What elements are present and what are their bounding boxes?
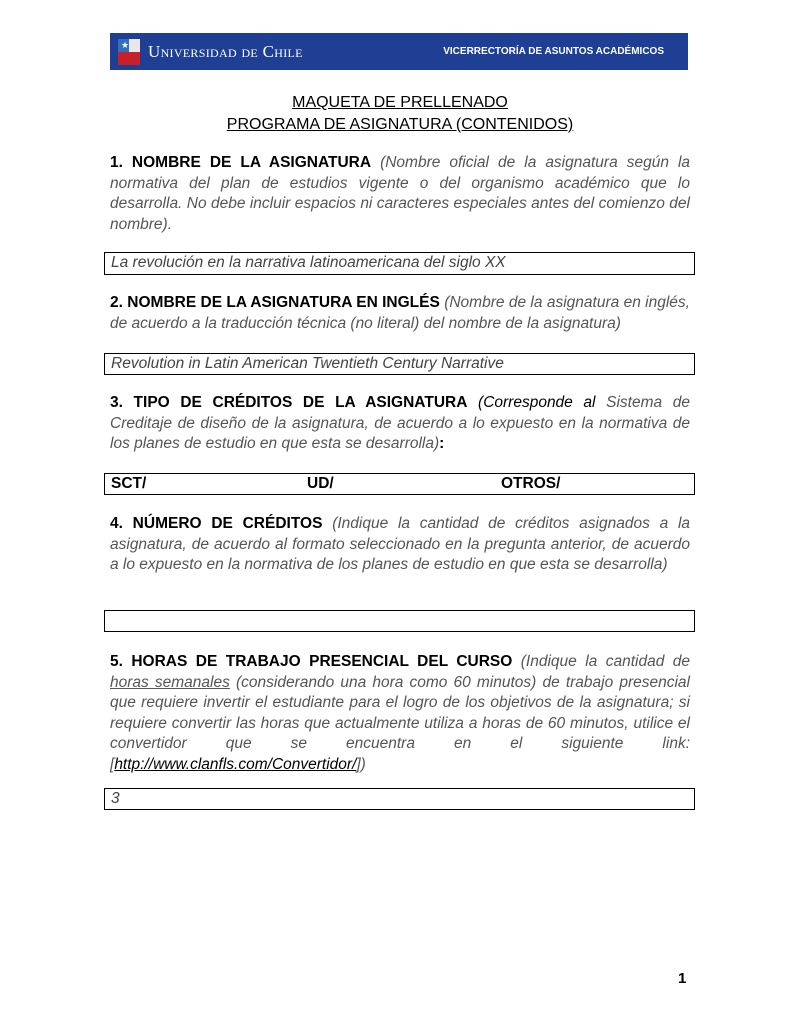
section-5-weekly-hours: horas semanales (110, 673, 230, 691)
section-5-instructions-c: ]) (356, 755, 366, 773)
section-2 (110, 293, 690, 334)
section-3-instructions-b: Sistema de Creditaje de diseño de la asignatura, de acuerdo a lo expuesto en la normativa de los planes de estudio en que esta se desarrolla) (110, 394, 690, 452)
section-2-instructions: (Nombre de la asignatura en inglés, de acuerdo a la traducción técnica (no literal) del nombre de la asignatura) (110, 294, 690, 332)
credit-count-field[interactable] (104, 610, 695, 632)
section-3 (110, 393, 690, 455)
section-5-heading: 5. HORAS DE TRABAJO PRESENCIAL DEL CURSO (110, 653, 513, 670)
vicerrectoria-label: VICERRECTORÍA DE ASUNTOS ACADÉMICOS (443, 46, 664, 57)
credit-type-field[interactable] (104, 473, 695, 495)
course-name-english-field[interactable]: Revolution in Latin American Twentieth Century Narrative (104, 353, 695, 375)
header-banner (110, 33, 688, 70)
section-1-heading: 1. NOMBRE DE LA ASIGNATURA (110, 154, 372, 171)
section-3-colon: : (439, 435, 445, 452)
credit-option-otros[interactable]: OTROS/ (501, 475, 561, 492)
page-number: 1 (678, 970, 687, 987)
credit-option-ud[interactable]: UD/ (307, 475, 334, 492)
document-title-line2: PROGRAMA DE ASIGNATURA (CONTENIDOS) (226, 116, 574, 133)
section-2-heading: 2. NOMBRE DE LA ASIGNATURA EN INGLÉS (110, 294, 440, 311)
section-5-instructions-b: (considerando una hora como 60 minutos) de trabajo presencial que requiere invertir el estudiante para el logro de los objetivos de la asignatura; si requiere convertir las horas que actualmente utiliza a horas de 60 minutos, utilice el convertidor que se encuentra en el siguiente link: [ (110, 673, 690, 773)
section-3-heading: 3. TIPO DE CRÉDITOS DE LA ASIGNATURA (110, 394, 468, 411)
section-1-instructions: (Nombre oficial de la asignatura según la normativa del plan de estudios vigente o del organismo académico que lo desarrolla. No debe incluir espacios ni caracteres especiales antes del comienzo del nombre). (110, 154, 691, 233)
university-logo-icon: ★ (118, 39, 140, 65)
course-name-field[interactable]: La revolución en la narrativa latinoamericana del siglo XX (104, 252, 695, 275)
university-name: Universidad de Chile (148, 41, 303, 61)
section-5 (110, 652, 690, 775)
converter-link[interactable]: http://www.clanfls.com/Convertidor/ (114, 755, 357, 773)
credit-option-sct[interactable]: SCT/ (111, 475, 147, 492)
section-3-instructions-a: (Corresponde al (478, 394, 596, 411)
section-4-heading: 4. NÚMERO DE CRÉDITOS (110, 515, 323, 532)
section-5-instructions-a: (Indique la cantidad de (520, 653, 691, 670)
section-1 (110, 153, 690, 235)
section-4-instructions: (Indique la cantidad de créditos asignados a la asignatura, de acuerdo al formato seleccionado en la pregunta anterior, de acuerdo a lo expuesto en la normativa de los planes de estudio en que esta se desarrolla) (110, 515, 691, 573)
section-4 (110, 514, 690, 576)
document-title-line1: MAQUETA DE PRELLENADO (292, 94, 508, 111)
contact-hours-field[interactable]: 3 (104, 788, 695, 810)
